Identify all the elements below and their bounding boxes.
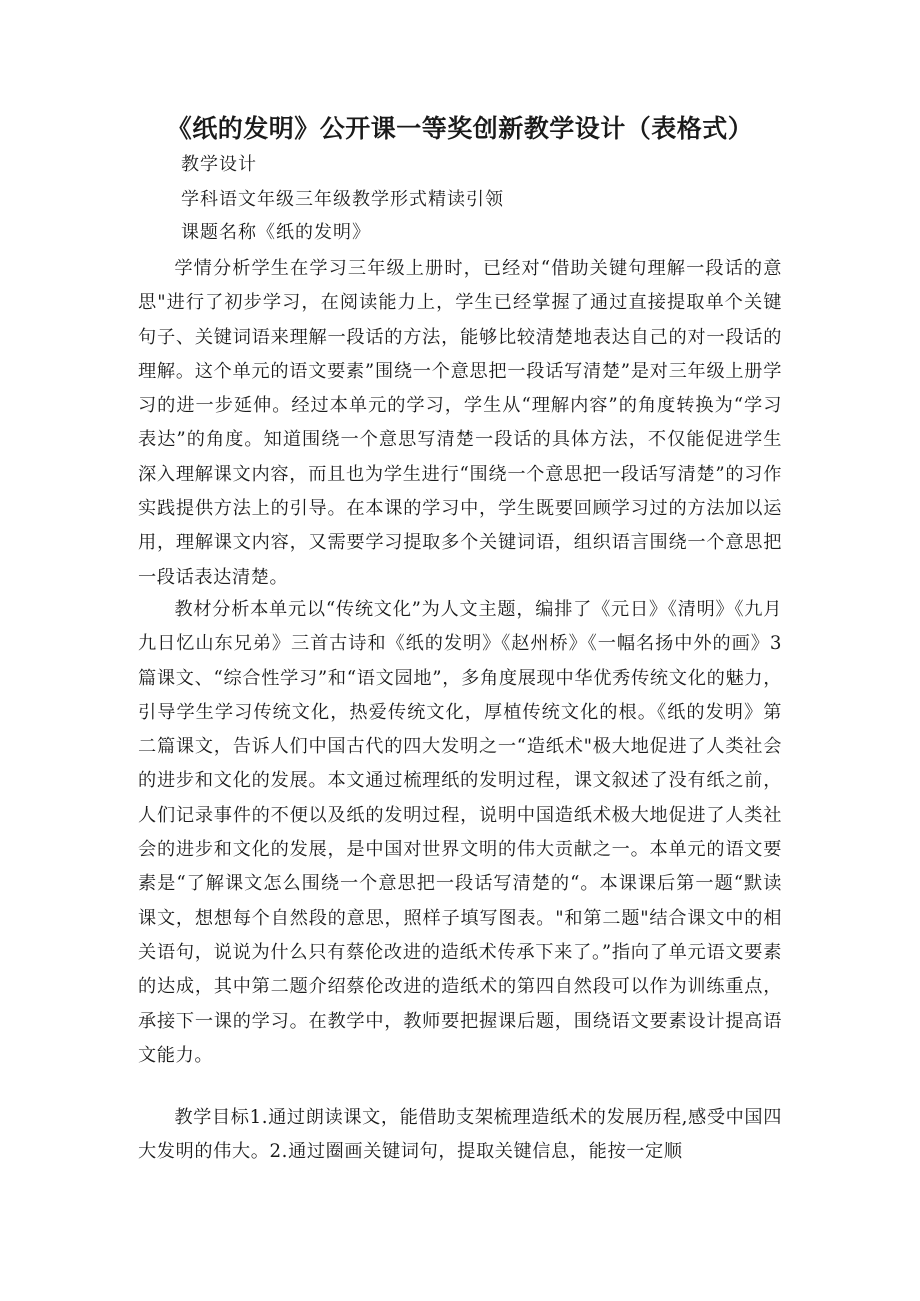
meta-line-subject: 学科语文年级三年级教学形式精读引领 xyxy=(181,189,504,210)
paragraph-student-analysis: 学情分析学生在学习三年级上册时，已经对“借助关键句理解一段话的意思"进行了初步学习，在阅读能力上，学生已经掌握了通过直接提取单个关键句子、关键词语来理解一段话的方法，能够比较清楚地表达自己的对一段话的理解。这个单元的语文要素”围绕一个意思把一段话写清楚”是对三年级上册学习的进一步延伸。经过本单元的学习，学生从“理解内容”的角度转换为“学习表达”的角度。知道围绕一个意思写清楚一段话的具体方法，不仅能促进学生深入理解课文内容，而且也为学生进行“围绕一个意思把一段话写清楚”的习作实践提供方法上的引导。在本课的学习中，学生既要回顾学习过的方法加以运用，理解课文内容，又需要学习提取多个关键词语，组织语言围绕一个意思把一段话表达清楚。 xyxy=(138,258,782,588)
meta-line-topic: 课题名称《纸的发明》 xyxy=(181,222,371,243)
document-title: 《纸的发明》公开课一等奖创新教学设计（表格式） xyxy=(166,114,754,143)
paragraph-teaching-goals: 教学目标1.通过朗读课文，能借助支架梳理造纸术的发展历程,感受中国四大发明的伟大。2.通过圈画关键词句，提取关键信息，能按一定顺 xyxy=(138,1107,782,1163)
paragraph-material-analysis: 教材分析本单元以“传统文化”为人文主题，编排了《元日》《清明》《九月九日忆山东兄弟》三首古诗和《纸的发明》《赵州桥》《一幅名扬中外的画》3篇课文、“综合性学习”和“语文园地”，多角度展现中华优秀传统文化的魅力，引导学生学习传统文化，热爱传统文化，厚植传统文化的根。《纸的发明》第二篇课文，告诉人们中国古代的四大发明之一“造纸术"极大地促进了人类社会的进步和文化的发展。本文通过梳理纸的发明过程，课文叙述了没有纸之前，人们记录事件的不便以及纸的发明过程，说明中国造纸术极大地促进了人类社会的进步和文化的发展，是中国对世界文明的伟大贡献之一。本单元的语文要素是“了解课文怎么围绕一个意思把一段话写清楚的“。本课课后第一题“默读课文，想想每个自然段的意思，照样子填写图表。"和第二题"结合课文中的相关语句，说说为什么只有蔡伦改进的造纸术传承下来了。”指向了单元语文要素的达成，其中第二题介绍蔡伦改进的造纸术的第四自然段可以作为训练重点，承接下一课的学习。在教学中，教师要把握课后题，围绕语文要素设计提高语文能力。 xyxy=(138,599,782,1066)
meta-line-design: 教学设计 xyxy=(181,154,257,175)
